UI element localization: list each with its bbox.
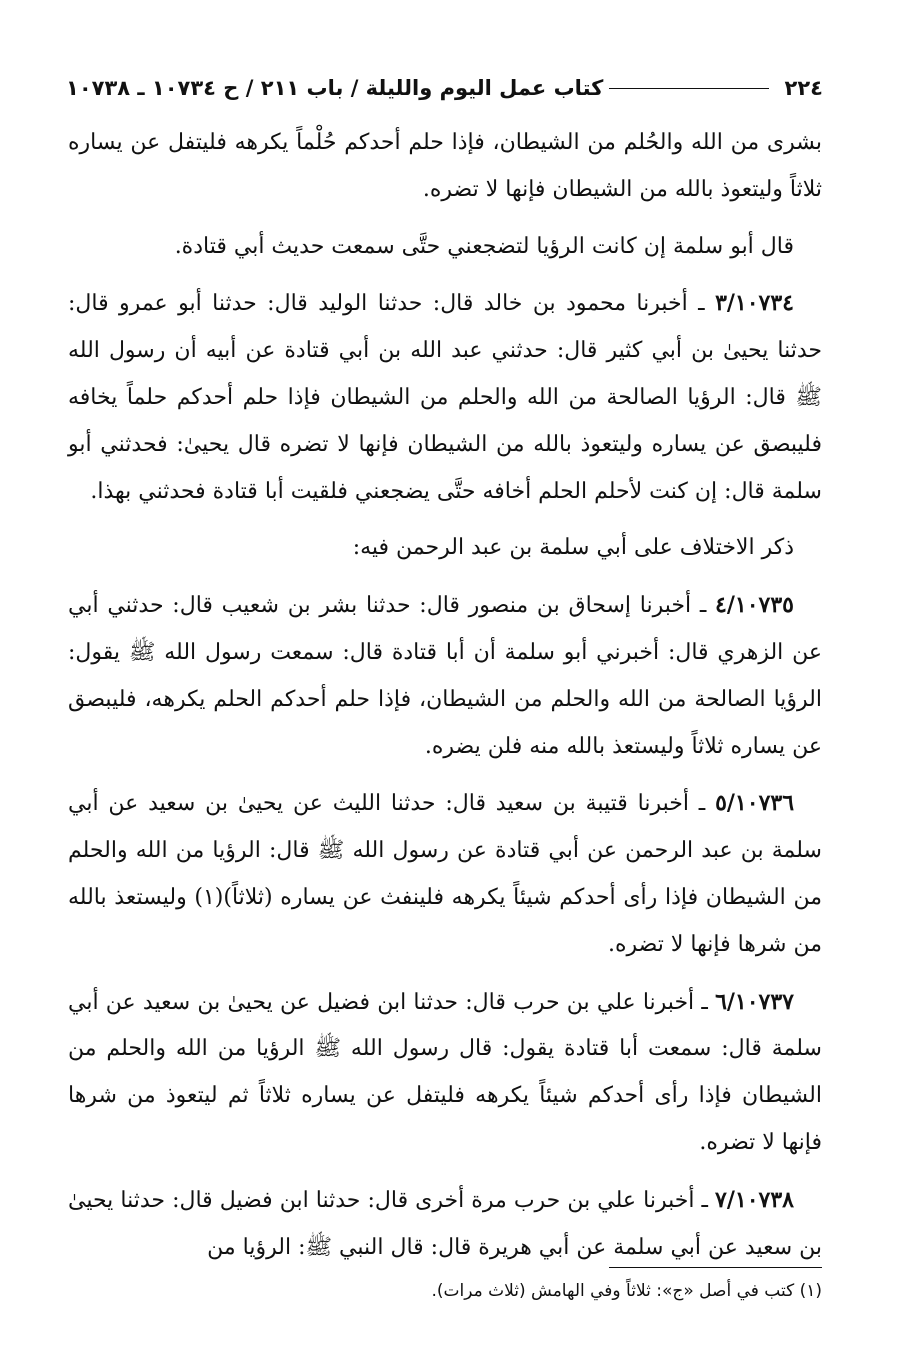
- hadith-number: ٤/١٠٧٣٥: [715, 592, 794, 619]
- hadith-text: ـ أخبرنا علي بن حرب قال: حدثنا ابن فضيل عن يحيىٰ بن سعيد عن أبي سلمة قال: سمعت أبا قتادة يقول: قال رسول الله ﷺ الرؤيا من الله والحلم من الشيطان فإذا رأى أحدكم شيئاً يكرهه فليتفل عن يساره ثلاثاً ثم ليتعوذ من شرها فإنها لا تضره.: [68, 989, 822, 1155]
- paragraph-continuation: بشرى من الله والحُلم من الشيطان، فإذا حلم أحدكم حُلْماً يكرهه فليتفل عن يساره ثلاثاً وليتعوذ بالله من الشيطان فإنها لا تضره.: [68, 130, 822, 202]
- footnote: (١) كتب في أصل «ج»: ثلاثاً وفي الهامش (ثلاث مرات).: [431, 1281, 822, 1301]
- hadith-text: ـ أخبرنا قتيبة بن سعيد قال: حدثنا الليث عن يحيىٰ بن سعيد عن أبي سلمة بن عبد الرحمن عن أبي قتادة عن رسول الله ﷺ قال: الرؤيا من الله والحلم من الشيطان فإذا رأى أحدكم شيئاً يكرهه فلينفث عن يساره (ثلاثاً)(١) وليستعذ بالله من شرها فإنها لا تضره.: [68, 791, 822, 957]
- hadith-10736: [68, 780, 822, 968]
- hadith-number: ٣/١٠٧٣٤: [715, 290, 794, 317]
- header-rule: [609, 88, 768, 89]
- hadith-text: ـ أخبرنا إسحاق بن منصور قال: حدثنا بشر بن شعيب قال: حدثني أبي عن الزهري قال: أخبرني أبو سلمة أن أبا قتادة قال: سمعت رسول الله ﷺ يقول: الرؤيا الصالحة من الله والحلم من الشيطان، فإذا حلم أحدكم الحلم يكرهه، فليبصق عن يساره ثلاثاً وليستعذ بالله منه فلن يضره.: [68, 593, 822, 759]
- hadith-number: ٦/١٠٧٣٧: [715, 988, 794, 1015]
- hadith-text: ـ أخبرنا محمود بن خالد قال: حدثنا الوليد قال: حدثنا أبو عمرو قال: حدثنا يحيىٰ بن أبي كثير قال: حدثني عبد الله بن أبي قتادة عن أبيه أن رسول الله ﷺ قال: الرؤيا الصالحة من الله والحلم من الشيطان فإذا حلم أحدكم حلماً يخافه فليبصق عن يساره وليتعوذ بالله من الشيطان فإنها لا تضره قال يحيىٰ: فحدثني أبو سلمة قال: إن كنت لأحلم الحلم أخافه حتَّى يضجعني فلقيت أبا قتادة فحدثني بهذا.: [68, 291, 822, 504]
- hadith-10738: [68, 1177, 822, 1272]
- page-header: [66, 70, 823, 106]
- section-heading: ذكر الاختلاف على أبي سلمة بن عبد الرحمن فيه:: [352, 535, 794, 561]
- page-body: [68, 120, 822, 1281]
- hadith-10734: [68, 280, 822, 515]
- page-number: ٢٢٤: [784, 76, 823, 100]
- hadith-10737: [68, 979, 822, 1167]
- paragraph-abu-salama: قال أبو سلمة إن كانت الرؤيا لتضجعني حتَّى سمعت حديث أبي قتادة.: [174, 233, 794, 259]
- footnote-rule: [609, 1267, 822, 1268]
- hadith-10735: [68, 582, 822, 770]
- running-title: كتاب عمل اليوم والليلة / باب ٢١١ / ح ١٠٧٣٤ ـ ١٠٧٣٨: [66, 76, 604, 100]
- hadith-number: ٥/١٠٧٣٦: [715, 790, 795, 817]
- hadith-number: ٧/١٠٧٣٨: [715, 1186, 794, 1213]
- hadith-text: ـ أخبرنا علي بن حرب مرة أخرى قال: حدثنا ابن فضيل قال: حدثنا يحيىٰ بن سعيد عن أبي سلمة عن أبي هريرة قال: قال النبي ﷺ: الرؤيا من: [68, 1187, 822, 1260]
